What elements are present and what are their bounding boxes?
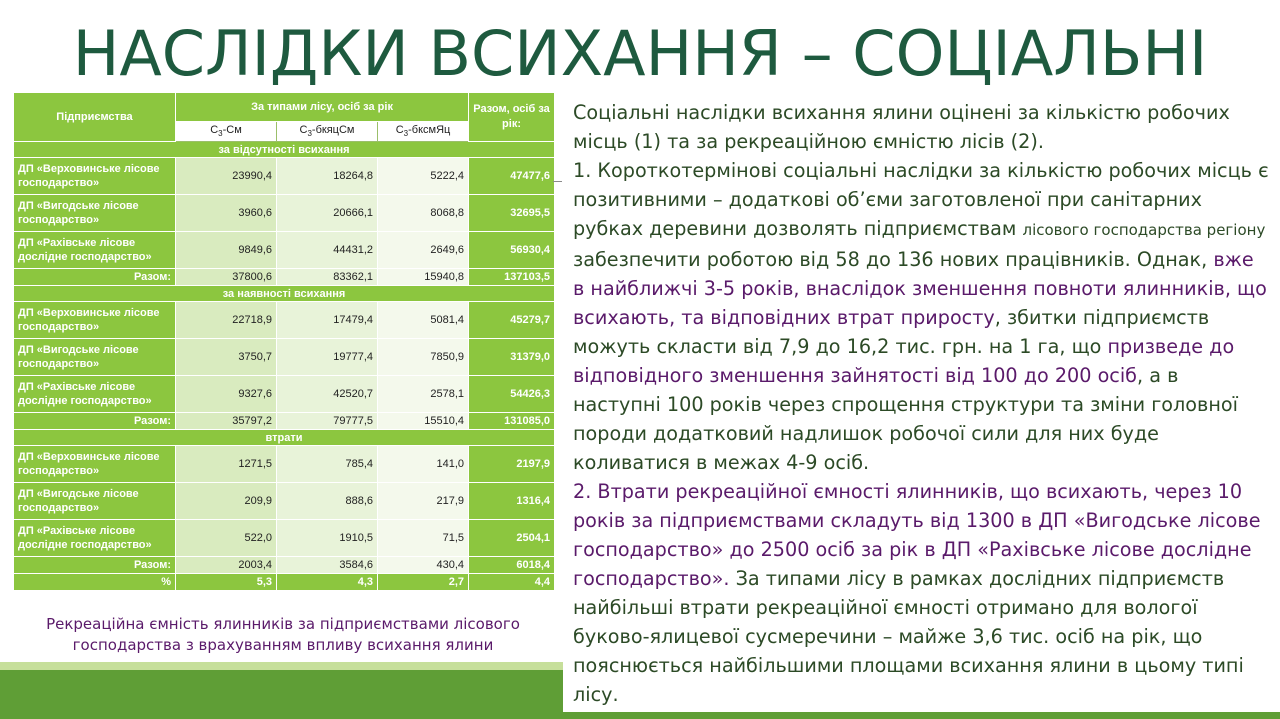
value-cell: 209,9 bbox=[176, 483, 277, 520]
value-cell: 8068,8 bbox=[378, 195, 469, 232]
value-cell: 22718,9 bbox=[176, 302, 277, 339]
value-cell: 3960,6 bbox=[176, 195, 277, 232]
sum-total-cell: 131085,0 bbox=[469, 413, 555, 430]
value-cell: 42520,7 bbox=[277, 376, 378, 413]
percent-cell: 4,3 bbox=[277, 574, 378, 591]
enterprise-name: ДП «Верховинське лісове господарство» bbox=[14, 158, 176, 195]
section-label: втрати bbox=[14, 430, 555, 446]
sum-cell: 35797,2 bbox=[176, 413, 277, 430]
sum-row bbox=[14, 413, 555, 430]
value-cell: 522,0 bbox=[176, 520, 277, 557]
value-cell: 17479,4 bbox=[277, 302, 378, 339]
sum-cell: 37800,6 bbox=[176, 269, 277, 286]
header-forest-types: За типами лісу, осіб за рік bbox=[176, 93, 469, 122]
total-cell: 47477,6 bbox=[469, 158, 555, 195]
value-cell: 9849,6 bbox=[176, 232, 277, 269]
percent-row bbox=[14, 574, 555, 591]
percent-cell: 5,3 bbox=[176, 574, 277, 591]
sum-cell: 15940,8 bbox=[378, 269, 469, 286]
percent-total-cell: 4,4 bbox=[469, 574, 555, 591]
header-total: Разом, осіб за рік: bbox=[469, 93, 555, 142]
sum-cell: 3584,6 bbox=[277, 557, 378, 574]
value-cell: 19777,4 bbox=[277, 339, 378, 376]
value-cell: 3750,7 bbox=[176, 339, 277, 376]
section-label: за наявності всихання bbox=[14, 286, 555, 302]
table-row bbox=[14, 339, 555, 376]
enterprise-name: ДП «Рахівське лісове дослідне господарство» bbox=[14, 376, 176, 413]
sum-label: Разом: bbox=[14, 413, 176, 430]
total-cell: 32695,5 bbox=[469, 195, 555, 232]
total-cell: 56930,4 bbox=[469, 232, 555, 269]
value-cell: 71,5 bbox=[378, 520, 469, 557]
enterprise-name: ДП «Вигодське лісове господарство» bbox=[14, 483, 176, 520]
sum-cell: 83362,1 bbox=[277, 269, 378, 286]
enterprise-name: ДП «Вигодське лісове господарство» bbox=[14, 339, 176, 376]
value-cell: 217,9 bbox=[378, 483, 469, 520]
total-cell: 2197,9 bbox=[469, 446, 555, 483]
header-type-2: $С_3$-бкяцСм bbox=[277, 122, 378, 142]
value-cell: 785,4 bbox=[277, 446, 378, 483]
enterprise-name: ДП «Рахівське лісове дослідне господарство» bbox=[14, 232, 176, 269]
value-cell: 141,0 bbox=[378, 446, 469, 483]
total-cell: 54426,3 bbox=[469, 376, 555, 413]
total-cell: 31379,0 bbox=[469, 339, 555, 376]
sum-cell: 15510,4 bbox=[378, 413, 469, 430]
enterprise-name: ДП «Верховинське лісове господарство» bbox=[14, 446, 176, 483]
value-cell: 20666,1 bbox=[277, 195, 378, 232]
value-cell: 2649,6 bbox=[378, 232, 469, 269]
value-cell: 7850,9 bbox=[378, 339, 469, 376]
paragraph-intro: Соціальні наслідки всихання ялини оцінені за кількістю робочих місць (1) та за рекреаційною ємністю лісів (2). bbox=[573, 101, 1230, 153]
paragraph-jobs: 1. Короткотермінові соціальні наслідки за кількістю робочих місць є позитивними – додаткові об’єми заготовленої при санітарних рубках деревини дозволять підприємствам лісового господарства регіону забезпечити роботою від 58 до 136 нових працівників. Однак, вже в найближчі 3-5 років, внаслідок зменшення повноти ялинників, що всихають, та відповідних втрат приросту, збитки підприємств можуть скласти від 7,9 до 16,2 тис. грн. на 1 га, що призведе до відповідного зменшення зайнятості від 100 до 200 осіб, а в наступні 100 років через спрощення структури та зміни головної породи додатковий надлишок робочої сили для них буде коливатися в межах 4-9 осіб. bbox=[573, 159, 1269, 474]
value-cell: 5222,4 bbox=[378, 158, 469, 195]
value-cell: 2578,1 bbox=[378, 376, 469, 413]
sum-total-cell: 6018,4 bbox=[469, 557, 555, 574]
value-cell: 5081,4 bbox=[378, 302, 469, 339]
sum-cell: 79777,5 bbox=[277, 413, 378, 430]
sum-row bbox=[14, 557, 555, 574]
header-type-1: $С_3-См$ bbox=[176, 122, 277, 142]
sum-label: Разом: bbox=[14, 557, 176, 574]
value-cell: 23990,4 bbox=[176, 158, 277, 195]
table-row bbox=[14, 302, 555, 339]
header-enterprises: Підприємства bbox=[14, 93, 176, 142]
total-cell: 2504,1 bbox=[469, 520, 555, 557]
percent-label: % bbox=[14, 574, 176, 591]
table-row bbox=[14, 232, 555, 269]
table-row bbox=[14, 376, 555, 413]
value-cell: 44431,2 bbox=[277, 232, 378, 269]
total-cell: 45279,7 bbox=[469, 302, 555, 339]
table-caption: Рекреаційна ємність ялинників за підприємствами лісового господарства з врахуванням впливу всихання ялини bbox=[46, 615, 520, 654]
connector-line bbox=[553, 181, 562, 182]
value-cell: 888,6 bbox=[277, 483, 378, 520]
sum-label: Разом: bbox=[14, 269, 176, 286]
enterprise-name: ДП «Вигодське лісове господарство» bbox=[14, 195, 176, 232]
header-type-3: $С_3$-бксмЯц bbox=[378, 122, 469, 142]
total-cell: 1316,4 bbox=[469, 483, 555, 520]
sum-row bbox=[14, 269, 555, 286]
value-cell: 18264,8 bbox=[277, 158, 378, 195]
enterprise-name: ДП «Верховинське лісове господарство» bbox=[14, 302, 176, 339]
value-cell: 1271,5 bbox=[176, 446, 277, 483]
table-row bbox=[14, 483, 555, 520]
percent-cell: 2,7 bbox=[378, 574, 469, 591]
table-row bbox=[14, 446, 555, 483]
table-row bbox=[14, 195, 555, 232]
value-cell: 9327,6 bbox=[176, 376, 277, 413]
enterprise-name: ДП «Рахівське лісове дослідне господарство» bbox=[14, 520, 176, 557]
paragraph-recreation: 2. Втрати рекреаційної ємності ялинників, що всихають, через 10 років за підприємствами складуть від 1300 в ДП «Вигодське лісове господарство» до 2500 осіб за рік в ДП «Рахівське лісове дослідне господарство». За типами лісу в рамках дослідних підприємств найбільші втрати рекреаційної ємності отримано для вологої буково-ялицевої сусмеречини – майже 3,6 тис. осіб на рік, що пояснюється найбільшими площами всихання ялини в цьому типі лісу. bbox=[573, 480, 1261, 706]
page-title: НАСЛІДКИ ВСИХАННЯ – СОЦІАЛЬНІ bbox=[72, 17, 1208, 90]
sum-cell: 430,4 bbox=[378, 557, 469, 574]
table-row bbox=[14, 520, 555, 557]
sum-cell: 2003,4 bbox=[176, 557, 277, 574]
section-label: за відсутності всихання bbox=[14, 142, 555, 158]
table-row bbox=[14, 158, 555, 195]
recreation-capacity-table bbox=[13, 92, 555, 591]
value-cell: 1910,5 bbox=[277, 520, 378, 557]
sum-total-cell: 137103,5 bbox=[469, 269, 555, 286]
text-panel bbox=[563, 92, 1280, 712]
